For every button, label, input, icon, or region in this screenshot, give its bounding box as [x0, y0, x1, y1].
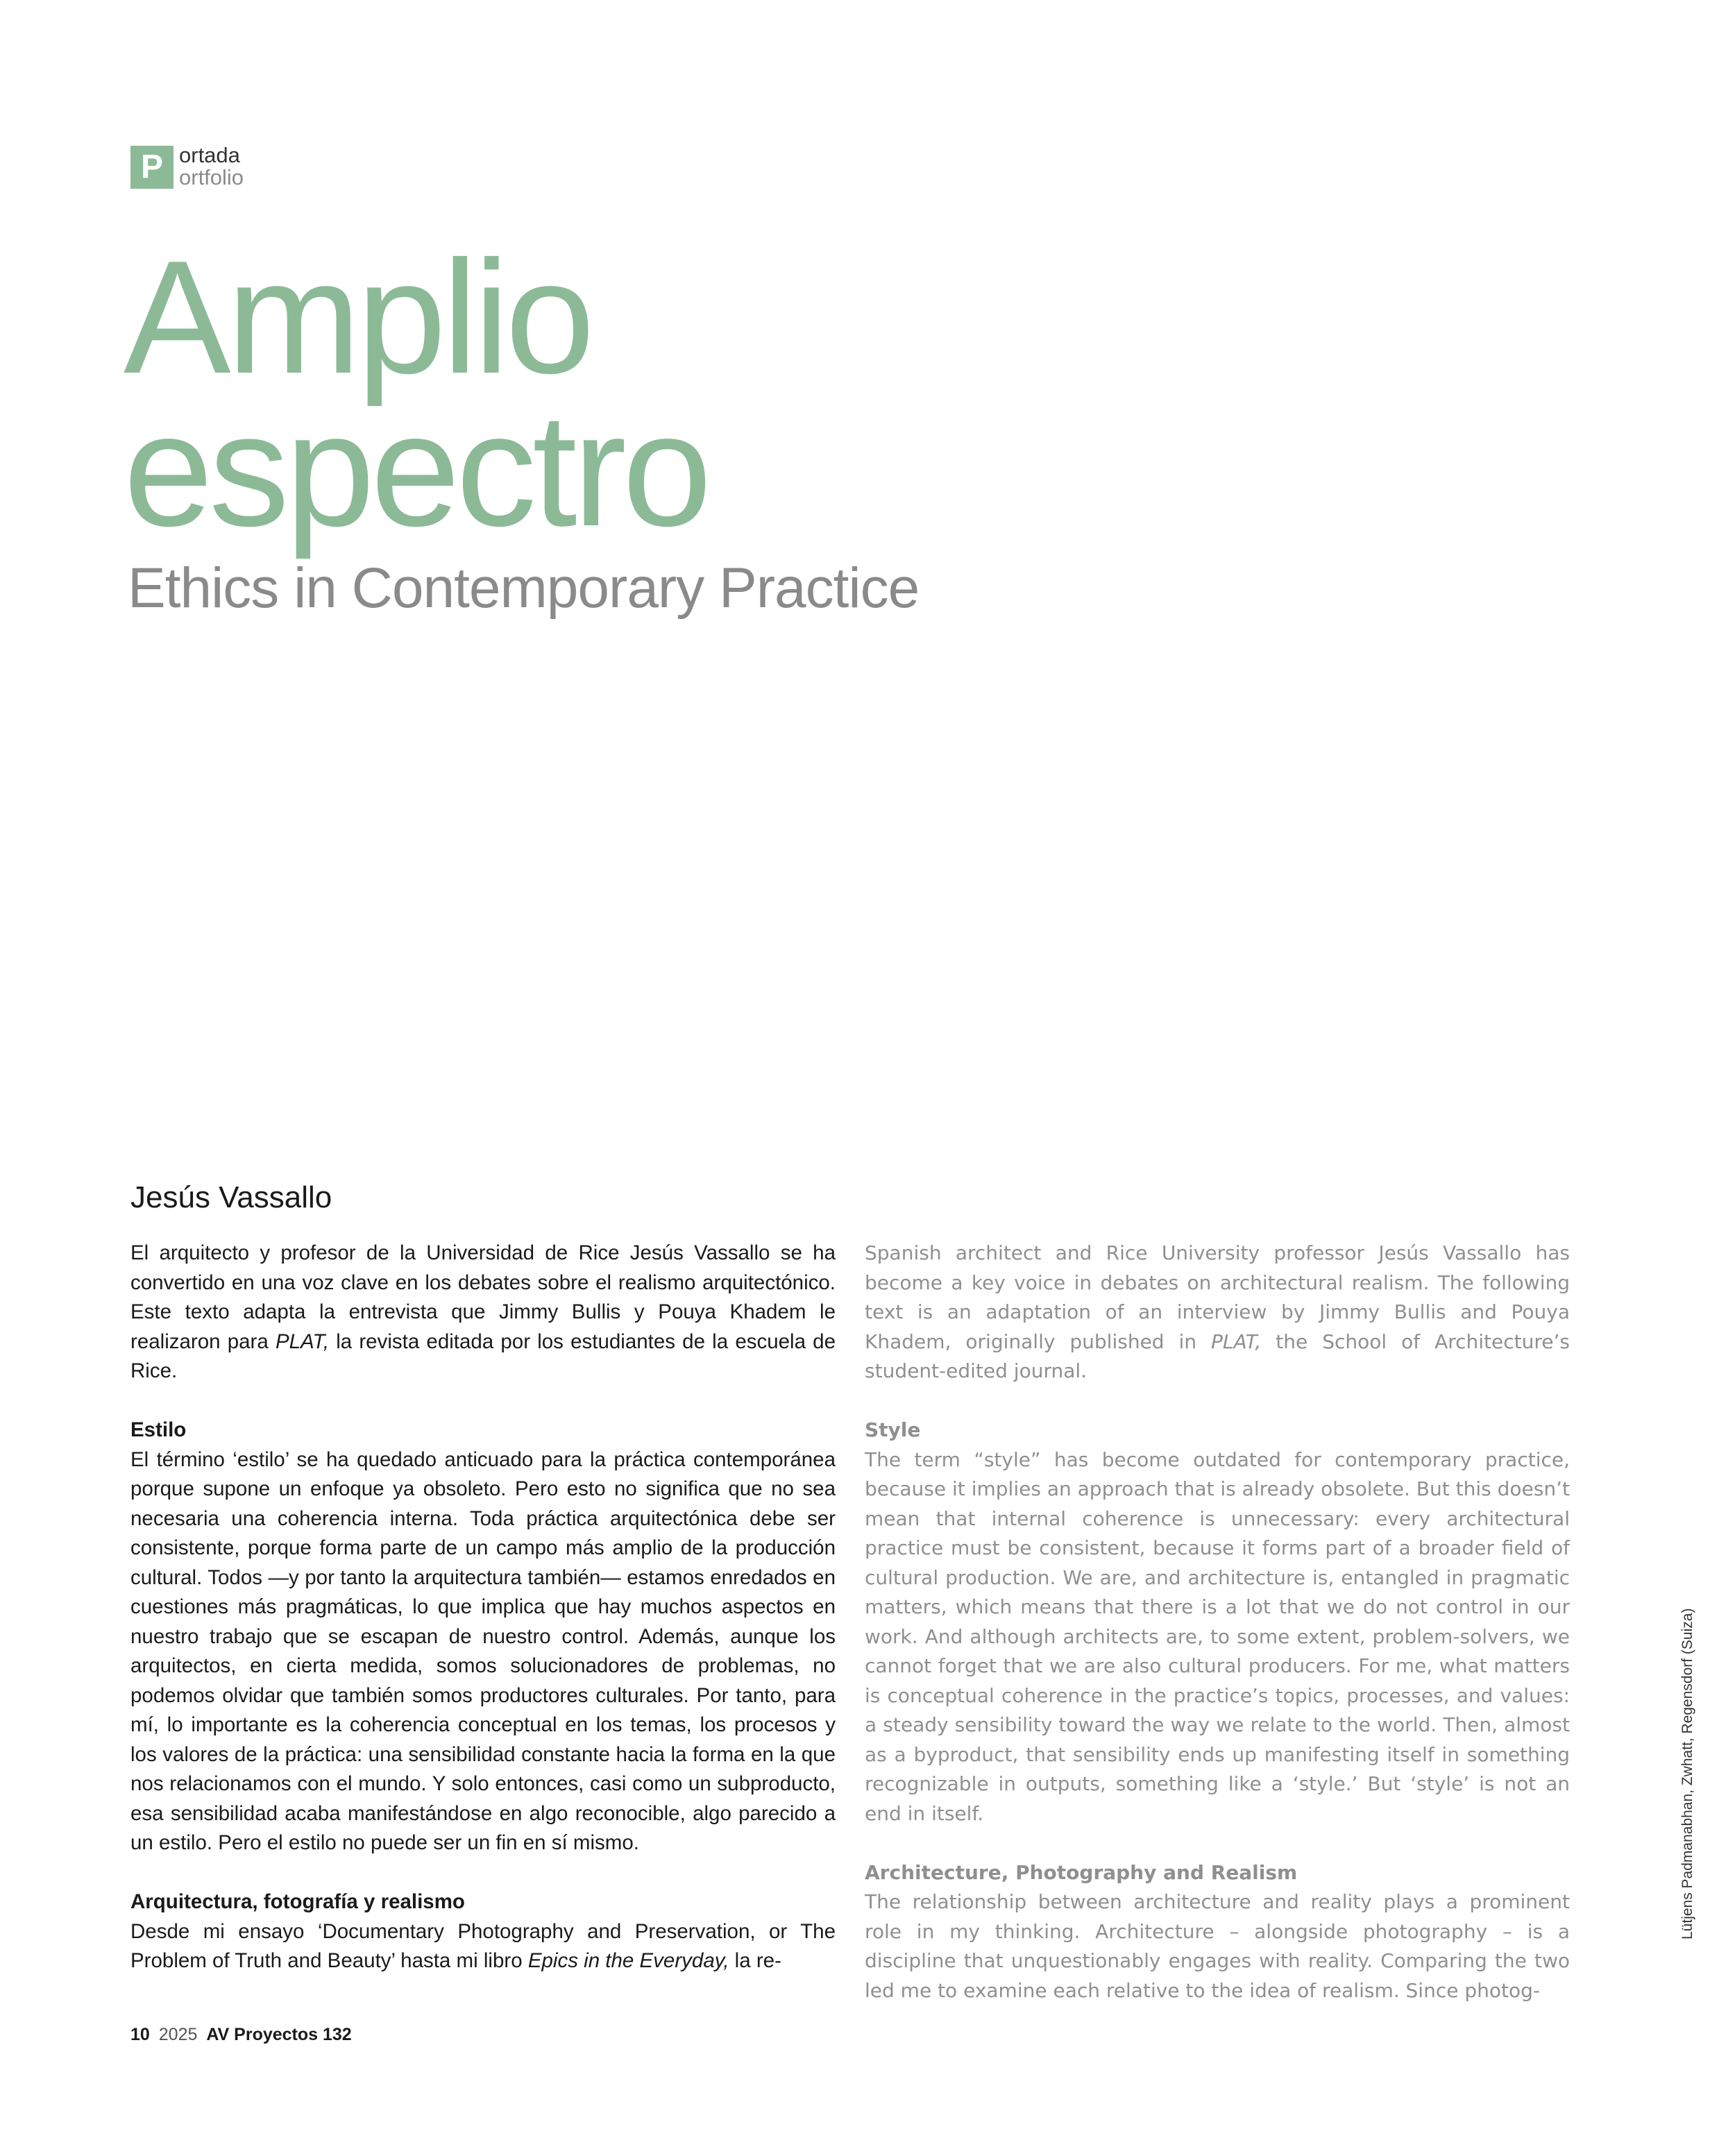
english-intro: Spanish architect and Rice University professor Jesús Vassallo has become a key voice in debates on architectural realism. The following text is an adaptation of an interview by Jimmy Bullis and Pouya Khadem, originally published in PLAT, the School of Architecture’s student-edited journal. [865, 1241, 1570, 1382]
section-heading: Estilo [130, 1418, 187, 1441]
title-line-2: espectro [124, 380, 708, 560]
article-subtitle: Ethics in Contemporary Practice [128, 557, 920, 620]
section-body: The relationship between architecture and reality plays a prominent role in my thinking. Architecture – alongside photography – is a discipline that unquestionably engages with reality. Comparing the two led me to examine each relative to the idea of realism. Since photog- [865, 1890, 1570, 2002]
section-body: El término ‘estilo’ se ha quedado anticuado para la práctica contemporánea porque supone un enfoque ya obsoleto. Pero esto no significa que no sea necesaria una coherencia interna. Toda práctica arquitectónica debe ser consistente, porque forma parte de un campo más amplio de la producción cultural. Todos —y por tanto la arquitectura también— estamos enredados en cuestiones más pragmáticas, lo que implica que hay muchos aspectos en nuestro trabajo que se escapan de nuestro control. Además, aunque los arquitectos, en cierta medida, somos solucionadores de problemas, no podemos olvidar que también somos productores culturales. Por tanto, para mí, lo importante es la coherencia conceptual en los temas, los procesos y los valores de la práctica: una sensibilidad constante hacia la forma en la que nos relacionamos con el mundo. Y solo entonces, casi como un subproducto, esa sensibilidad acaba manifestándose en algo reconocible, algo parecido a un estilo. Pero el estilo no puede ser un fin en sí mismo. [130, 1448, 836, 1854]
photo-credit: Lütjens Padmanabhan, Zwhatt, Regensdorf (Suiza) [1679, 1608, 1695, 1939]
section-body: Desde mi ensayo ‘Documentary Photography and Preservation, or The Problem of Truth and Beauty’ hasta mi libro Epics in the Everyday, la re- [130, 1919, 836, 1972]
author-name: Jesús Vassallo [130, 1180, 332, 1214]
section-initial: P [130, 146, 174, 189]
page-footer [130, 2025, 352, 2045]
section-heading: Arquitectura, fotografía y realismo [130, 1890, 465, 1913]
section-marker [130, 143, 297, 189]
english-column [865, 1239, 1570, 2035]
article-title [124, 228, 708, 560]
spanish-intro: El arquitecto y profesor de la Universidad de Rice Jesús Vassallo se ha convertido en una voz clave en los debates sobre el realismo arquitectónico. Este texto adapta la entrevista que Jimmy Bullis y Pouya Khadem le realizaron para PLAT, la revista editada por los estudiantes de la escuela de Rice. [130, 1241, 836, 1382]
spanish-section-style [130, 1416, 836, 1858]
section-body: The term “style” has become outdated for contemporary practice, because it implies an approach that is already obsolete. But this doesn’t mean that internal coherence is unnecessary: every architectural practice must be consistent, because it forms part of a broader field of cultural production. We are, and architecture is, entangled in pragmatic matters, which means that there is a lot that we do not control in our work. And although architects are, to some extent, problem-solvers, we cannot forget that we are also cultural producers. For me, what matters is conceptual coherence in the practice’s topics, processes, and values: a steady sensibility toward the way we relate to the world. Then, almost as a byproduct, that sensibility ends up manifesting itself in something recognizable in outputs, something like a ‘style.’ But ‘style’ is not an end in itself. [865, 1448, 1570, 1825]
magazine-name: AV Proyectos 132 [206, 2025, 352, 2044]
section-line-1: ortada [179, 143, 240, 167]
spanish-section-realism [130, 1887, 836, 1976]
title-line-1: Amplio [124, 228, 591, 407]
section-heading: Style [865, 1418, 921, 1441]
english-section-style [865, 1416, 1570, 1828]
english-section-realism [865, 1858, 1570, 2006]
page-number: 10 [130, 2025, 150, 2044]
issue-year: 2025 [158, 2025, 198, 2044]
spanish-column [130, 1239, 836, 2005]
section-heading: Architecture, Photography and Realism [865, 1860, 1298, 1884]
section-line-2: ortfolio [179, 165, 244, 189]
